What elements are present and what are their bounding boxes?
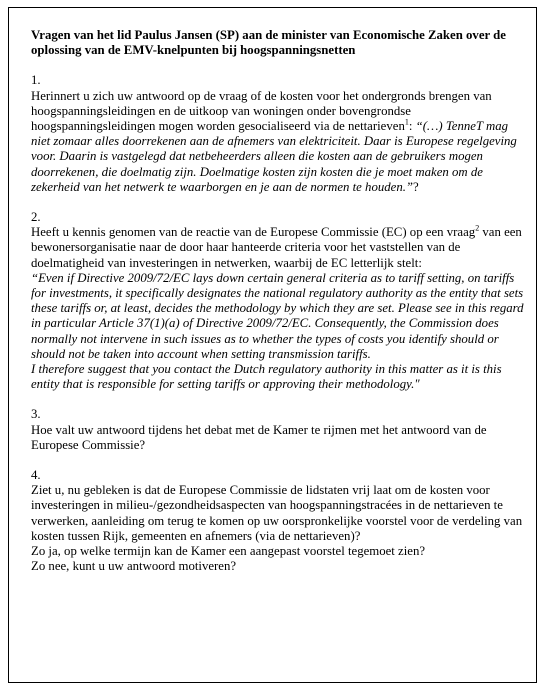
- question-3: [31, 407, 527, 453]
- document-page: [8, 7, 537, 683]
- question-number: 3.: [31, 407, 41, 422]
- question-1: [31, 73, 527, 195]
- question-text: Zo ja, op welke termijn kan de Kamer een aangepast voorstel tegemoet zien?: [31, 544, 426, 559]
- question-text-before: Herinnert u zich uw antwoord op de vraag of de kosten voor het ondergronds brengen van hoogspanningsleidingen en de uitkoop van woningen onder bovengrondse hoogspanningsleidingen mogen worden gesocialiseerd via de nettarieven: [31, 88, 492, 134]
- footnote-marker: 2: [475, 223, 480, 233]
- question-text: Ziet u, nu gebleken is dat de Europese Commissie de lidstaten vrij laat om de kosten voor investeringen in milieu-/gezondheidsaspecten van hoogspanningstracées in de nettarieven te verwerken, aanleiding om terug te komen op uw oorspronkelijke voorstel voor de verdeling van kosten tussen Rijk, gemeenten en afnemers (via de nettarieven)?: [31, 483, 523, 543]
- quote-text: “Even if Directive 2009/72/EC lays down certain general criteria as to tariff setting, on tariffs for investments, it specifically designates the national regulatory authority as the entity that sets these tariffs or, at least, decides the methodology by which they are set. Please see in this regard in particular Article 37(1)(a) of Directive 2009/72/EC. Consequently, the Commission does normally not intervene in such issues as to whether the types of costs you identify should or should not be taken into account when setting transmission tariffs.: [31, 270, 524, 361]
- question-text-mid: van een bewonersorganisatie naar de door haar hanteerde criteria voor het vaststellen van de doelmatigheid van investeringen in netwerken, waarbij de EC letterlijk stelt:: [31, 225, 522, 270]
- document-content: [31, 28, 527, 590]
- question-text-before: Heeft u kennis genomen van de reactie van de Europese Commissie (EC) op een vraag: [31, 225, 476, 240]
- question-text: Hoe valt uw antwoord tijdens het debat met de Kamer te rijmen met het antwoord van de Europese Commissie?: [31, 422, 487, 452]
- quote-text: I therefore suggest that you contact the Dutch regulatory authority in this matter as it is this entity that is responsible for setting tariffs or approving their methodology.": [31, 362, 502, 392]
- question-text: [31, 225, 527, 271]
- footnote-marker: 1: [404, 117, 409, 127]
- quote-text: “(…) TenneT mag niet zomaar alles doorrekenen aan de afnemers van elektriciteit. Daar is Europese regelgeving voor. Daarin is vastgelegd dat netbeheerders alleen die kosten aan de gebruikers mogen doorrekenen, die doelmatig zijn. Doelmatige kosten zijn kosten die je moet maken om de zekerheid van het netwerk te waarborgen en je aan de normen te houden.”: [31, 119, 517, 194]
- question-number: 2.: [31, 210, 41, 225]
- question-4: [31, 468, 527, 574]
- question-text-after: ?: [413, 179, 419, 194]
- question-text: [31, 89, 527, 195]
- question-text: Zo nee, kunt u uw antwoord motiveren?: [31, 559, 237, 574]
- document-title: Vragen van het lid Paulus Jansen (SP) aan de minister van Economische Zaken over de oplossing van de EMV-knelpunten bij hoogspanningsnetten: [31, 28, 506, 58]
- question-2: [31, 210, 527, 392]
- question-number: 1.: [31, 73, 41, 88]
- question-text-mid: :: [408, 119, 416, 134]
- question-number: 4.: [31, 468, 41, 483]
